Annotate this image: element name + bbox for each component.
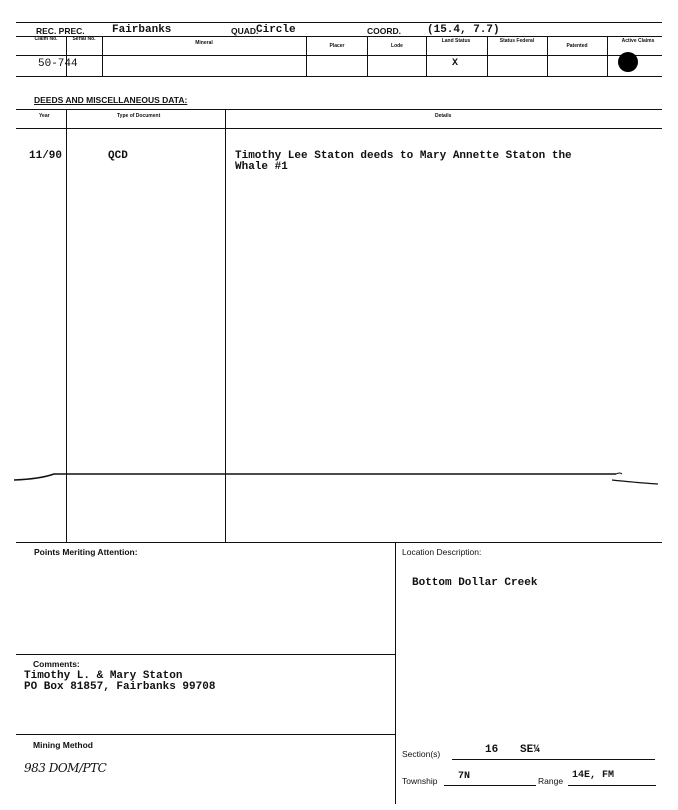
section-underline bbox=[452, 759, 655, 760]
col-claim-no: Claim No. bbox=[34, 36, 58, 42]
points-meriting-attention-label: Points Meriting Attention: bbox=[34, 547, 138, 557]
mining-method-value: 983 DOM/PTC bbox=[24, 761, 107, 775]
col-active-claims: Active Claims bbox=[621, 38, 655, 44]
township-label: Township bbox=[402, 776, 438, 786]
land-status-mark: X bbox=[452, 58, 459, 69]
claim-table-divider bbox=[547, 36, 548, 76]
rec-prec-value: Fairbanks bbox=[112, 24, 172, 36]
claim-table-divider bbox=[102, 36, 103, 76]
deed-year: 11/90 bbox=[29, 150, 63, 162]
claim-table-divider bbox=[607, 36, 608, 76]
col-patented: Patented bbox=[566, 43, 588, 49]
location-description-value: Bottom Dollar Creek bbox=[412, 577, 538, 589]
col-details: Details bbox=[435, 113, 452, 119]
claim-table-top-rule bbox=[16, 36, 662, 37]
mining-method-label: Mining Method bbox=[33, 740, 93, 750]
comments-line1: Timothy L. & Mary Staton bbox=[24, 670, 183, 682]
col-mineral: Mineral bbox=[195, 40, 213, 46]
claim-table-divider bbox=[306, 36, 307, 76]
range-label: Range bbox=[538, 776, 564, 786]
coord-value: (15.4, 7.7) bbox=[427, 24, 500, 36]
comments-label: Comments: bbox=[33, 659, 80, 669]
claim-table-mid-rule bbox=[16, 55, 662, 56]
rec-prec-label: REC. PREC. bbox=[36, 26, 85, 36]
comments-top-rule bbox=[16, 654, 395, 655]
section-label: Section(s) bbox=[402, 749, 441, 759]
deeds-table-top-rule bbox=[16, 109, 662, 110]
top-rule bbox=[16, 22, 662, 23]
col-land-status: Land Status bbox=[441, 38, 471, 44]
bottom-section-top-rule bbox=[16, 542, 662, 543]
col-lode: Lode bbox=[391, 43, 403, 49]
deeds-table-header-rule bbox=[16, 128, 662, 129]
bottom-section-divider bbox=[395, 542, 396, 804]
claim-no-value: 50-744 bbox=[38, 58, 78, 70]
claim-table-divider bbox=[426, 36, 427, 76]
township-value: 7N bbox=[458, 771, 471, 782]
col-serial-no: Serial No. bbox=[72, 36, 96, 42]
coord-label: COORD. bbox=[367, 26, 401, 36]
claim-table-divider bbox=[66, 36, 67, 76]
col-year: Year bbox=[39, 113, 50, 119]
claim-table-divider bbox=[487, 36, 488, 76]
section-quarter: SE¼ bbox=[520, 744, 540, 756]
col-status-federal: Status Federal bbox=[499, 38, 535, 44]
township-underline bbox=[444, 785, 536, 786]
quad-label: QUAD. bbox=[231, 26, 259, 36]
claim-table-bottom-rule bbox=[16, 76, 662, 77]
page-join-line bbox=[0, 466, 678, 490]
deed-details-line1: Timothy Lee Staton deeds to Mary Annette Staton the bbox=[235, 150, 572, 162]
deed-type: QCD bbox=[108, 150, 128, 162]
deeds-section-title: DEEDS AND MISCELLANEOUS DATA: bbox=[34, 95, 188, 105]
deed-details-line2: Whale #1 bbox=[235, 161, 288, 173]
location-description-label: Location Description: bbox=[402, 547, 482, 557]
col-placer: Placer bbox=[329, 43, 345, 49]
claim-table-divider bbox=[367, 36, 368, 76]
col-document-type: Type of Document bbox=[117, 113, 161, 119]
active-claims-ink-mark bbox=[618, 52, 638, 72]
mining-method-top-rule bbox=[16, 734, 395, 735]
range-underline bbox=[568, 785, 656, 786]
section-value: 16 bbox=[485, 744, 499, 756]
quad-value: Circle bbox=[256, 24, 296, 36]
range-value: 14E, FM bbox=[572, 770, 615, 781]
comments-line2: PO Box 81857, Fairbanks 99708 bbox=[24, 681, 216, 693]
